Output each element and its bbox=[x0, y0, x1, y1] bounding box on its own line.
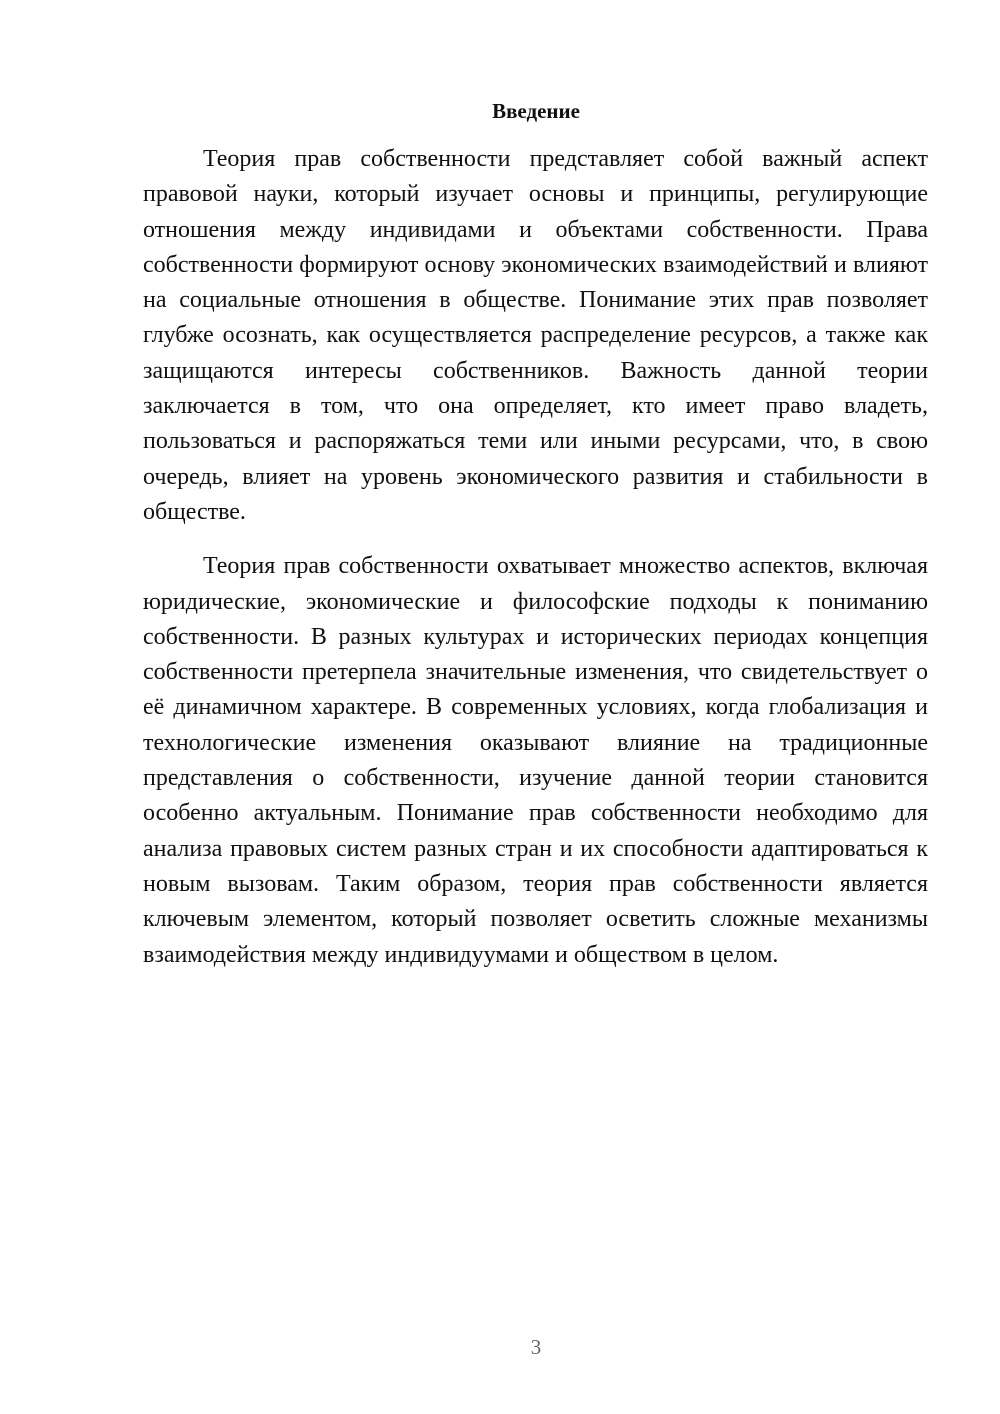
section-heading: Введение bbox=[492, 99, 580, 123]
body-text bbox=[143, 142, 928, 973]
page-number: 3 bbox=[530, 1335, 542, 1359]
paragraph-1: Теория прав собственности представляет собой важный аспект правовой науки, который изучает основы и принципы, регулирующие отношения между индивидами и объектами собственности. Права собственности формируют основу экономических взаимодействий и влияют на социальные отношения в обществе. Понимание этих прав позволяет глубже осознать, как осуществляется распределение ресурсов, а также как защищаются интересы собственников. Важность данной теории заключается в том, что она определяет, кто имеет право владеть, пользоваться и распоряжаться теми или иными ресурсами, что, в свою очередь, влияет на уровень экономического развития и стабильности в обществе. bbox=[143, 146, 928, 525]
paragraph-2: Теория прав собственности охватывает множество аспектов, включая юридические, экономические и философские подходы к пониманию собственности. В разных культурах и исторических периодах концепция собственности претерпела значительные изменения, что свидетельствует о её динамичном характере. В современных условиях, когда глобализация и технологические изменения оказывают влияние на традиционные представления о собственности, изучение данной теории становится особенно актуальным. Понимание прав собственности необходимо для анализа правовых систем разных стран и их способности адаптироваться к новым вызовам. Таким образом, теория прав собственности является ключевым элементом, который позволяет осветить сложные механизмы взаимодействия между индивидуумами и обществом в целом. bbox=[143, 553, 928, 968]
